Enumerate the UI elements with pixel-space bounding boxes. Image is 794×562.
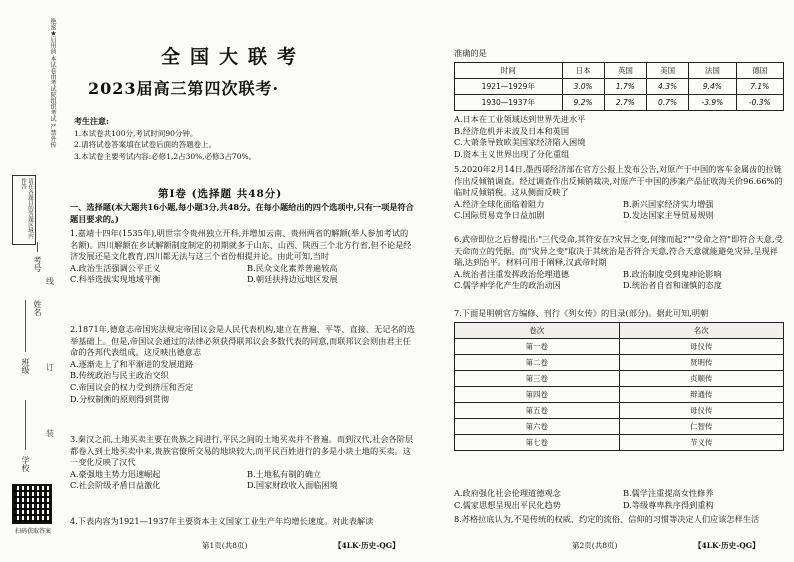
- page-number: 第2页(共8页): [572, 541, 618, 550]
- option-b[interactable]: B.土地私有制的确立: [247, 468, 322, 479]
- question-4-options: [454, 114, 784, 160]
- option-d[interactable]: D.国家财政收入面临困境: [247, 480, 338, 491]
- option-c[interactable]: C.国际贸易竞争日益加剧: [454, 210, 545, 221]
- question-stem: 5.2020年2月14日,墨西哥经济部在官方公报上发布公告,对原产于中国的客车金属齿的拉链作出反倾销调查。经过调查作出反倾销裁决,对原产于中国的涉案产品征收海关价96.66%的临时反倾销税。这从侧面反映了: [454, 164, 783, 198]
- table-cell: 9.4%: [689, 79, 736, 95]
- option-c[interactable]: C.儒学神学化产生的政治动因: [454, 280, 561, 291]
- field-number-line: [37, 242, 38, 252]
- question-stem: 6.武帝即位之后曾提出:"三代受命,其符安在?灾异之变,何缘而起?""受命之符"即符合天意,受天命而立的凭据。而"灾异之变"取决于其统治是否符合天意,符合天意就能避免灾异,呈现祥瑞,达到治平。材料可用于阐释,汉武帝时期: [454, 234, 783, 268]
- table-row: [455, 355, 784, 371]
- qr-label: 扫码获取答案: [14, 528, 51, 535]
- table-cell: 9.2%: [562, 95, 604, 111]
- table-cell: 第七卷: [455, 435, 620, 451]
- question-options: [70, 263, 416, 286]
- option-a[interactable]: A.经济全球化面临着阻力: [454, 198, 545, 209]
- table-row: [455, 79, 784, 95]
- table-cell: 1921—1929年: [455, 79, 563, 95]
- table-cell: 4.3%: [646, 79, 688, 95]
- field-name-label: 姓名: [33, 300, 42, 316]
- table-cell: -0.3%: [736, 95, 783, 111]
- option-c[interactable]: C.社会阶级矛盾日益激化: [70, 480, 161, 491]
- question-2: [70, 324, 416, 405]
- table-header-row: [455, 63, 784, 79]
- table-cell: 第二卷: [455, 355, 620, 371]
- table-header-cell: 时间: [455, 63, 563, 79]
- table-cell: 贤明传: [619, 355, 784, 371]
- question-4-stem: 4.下表内容为1921—1937年主要资本主义国家工业生产年均增长速度。对此表解读: [70, 516, 374, 526]
- table-header-row: [455, 323, 784, 339]
- option-d[interactable]: D.资本主义世界出现了分化重组: [454, 148, 570, 159]
- option-c[interactable]: C.大萧条导致欧美国家经济陷入困境: [454, 137, 586, 148]
- question-3: [70, 434, 416, 492]
- table-cell: 母仪传: [619, 339, 784, 355]
- section-title: 第Ⅰ卷 (选择题 共48分): [158, 188, 283, 200]
- table-cell: 第六卷: [455, 419, 620, 435]
- strip-warning: 绝密★启用前 本试卷由考试院组织考试 严禁外传: [49, 18, 56, 148]
- note-item: 1.本试卷共100分,考试时间90分钟。: [74, 128, 198, 138]
- question-6: [454, 234, 784, 292]
- table-header-cell: 法国: [689, 63, 736, 79]
- question-1: [70, 228, 416, 286]
- option-b[interactable]: B.新兴国家经济实力增强: [623, 198, 714, 209]
- table-cell: 节义传: [619, 435, 784, 451]
- table-row: [455, 419, 784, 435]
- question-stem: 2.1871年,德意志帝国宪法规定帝国议会是人民代表机构,建立在普遍、平等、直接、无记名的选举基础上。但是,帝国议会通过的法律必须获得联邦议会多数代表的同意,而联邦议会则由君主任命的各邦代表组成。这反映出德意志: [70, 324, 415, 358]
- table-cell: -3.9%: [689, 95, 736, 111]
- table-cell: 贞顺传: [619, 371, 784, 387]
- question-options: [454, 269, 784, 292]
- notes-heading: 考生注意:: [74, 116, 109, 126]
- exam-title: 2023届高三第四次联考·: [88, 79, 280, 98]
- growth-rate-table: [454, 62, 784, 111]
- table-cell: 母仪传: [619, 403, 784, 419]
- table-cell: 2.7%: [604, 95, 646, 111]
- table-cell: 3.0%: [562, 79, 604, 95]
- option-d[interactable]: D.分权制衡的原则得到贯彻: [70, 393, 169, 404]
- option-d[interactable]: D.朝廷扶持边远地区发展: [247, 274, 338, 285]
- biography-table: [454, 322, 784, 451]
- option-a[interactable]: A.豪强地主势力迅速崛起: [70, 468, 161, 479]
- table-row: [455, 95, 784, 111]
- table-header-cell: 德国: [736, 63, 783, 79]
- note-item: 2.请将试卷答案填在试卷后面的答题卷上。: [74, 140, 217, 149]
- field-number-label: 考号: [33, 256, 42, 272]
- question-4-continued: 准确的是: [454, 48, 487, 58]
- option-b[interactable]: B.经济危机并未波及日本和英国: [454, 125, 570, 136]
- option-b[interactable]: B.民众文化素养普遍较高: [247, 262, 338, 273]
- table-cell: 辩通传: [619, 387, 784, 403]
- option-b[interactable]: B.儒学注重提高女性修养: [623, 488, 714, 498]
- table-row: [455, 387, 784, 403]
- strip-notice: 请在各题目的答题区域内作答: [12, 175, 36, 245]
- option-a[interactable]: A.政府强化社会伦理道德观念: [454, 488, 561, 498]
- binding-strip: [0, 0, 62, 562]
- table-cell: 1930—1937年: [455, 95, 563, 111]
- option-c[interactable]: C.帝国议会的权力受到挤压和否定: [70, 381, 194, 392]
- page-number: 第1页(共8页): [202, 541, 248, 550]
- exam-code: 【4LK·历史-QG】: [694, 541, 760, 550]
- option-d[interactable]: D.等级尊卑秩序得到重构: [623, 499, 714, 510]
- field-school-label: 学校: [21, 456, 30, 472]
- question-stem: 3.秦汉之前,土地买卖主要在贵族之间进行,平民之间的土地买卖并不普遍。而到汉代,社会各阶层都卷入到土地买卖中来,贵族官僚所交易的地块较大,而平民百姓进行的多是小块土地的买卖。这一变化反映了汉代: [70, 434, 414, 468]
- table-header-cell: 日本: [562, 63, 604, 79]
- table-cell: 0.7%: [646, 95, 688, 111]
- question-options: [70, 469, 416, 492]
- option-a[interactable]: A.逐渐走上了和平渐进的发展道路: [70, 358, 194, 369]
- option-d[interactable]: D.统治者自省和谨慎的态度: [623, 280, 722, 291]
- table-cell: 仁智传: [619, 419, 784, 435]
- question-5: [454, 164, 784, 222]
- table-row: [455, 339, 784, 355]
- field-school-line: [25, 400, 26, 450]
- cut-mark-order: 订: [46, 363, 54, 372]
- table-cell: 第一卷: [455, 339, 620, 355]
- option-a[interactable]: A.日本在工业领域达到世界先进水平: [454, 114, 586, 124]
- table-cell: 第五卷: [455, 403, 620, 419]
- table-cell: 第四卷: [455, 387, 620, 403]
- qr-code[interactable]: [12, 484, 52, 524]
- option-b[interactable]: B.政治制度受到鬼神论影响: [623, 268, 722, 279]
- table-row: [455, 435, 784, 451]
- page-1: [66, 0, 426, 562]
- table-cell: 第三卷: [455, 371, 620, 387]
- table-header-cell: 名次: [619, 323, 784, 339]
- note-item: 3.本试卷主要考试内容:必修1,2占30%,必修3占70%。: [74, 151, 257, 161]
- option-d[interactable]: D.发达国家主导贸易规则: [623, 210, 714, 221]
- question-options: [454, 199, 784, 222]
- question-options: [70, 359, 416, 405]
- field-class-label: 班级: [21, 358, 30, 374]
- option-b[interactable]: B.传统政治与民主政治交织: [70, 370, 169, 381]
- question-8-stem: 8.苏格拉底认为,不是传统的权威、约定的流俗、信仰的习惯等决定人们应该怎样生活: [454, 514, 760, 524]
- option-a[interactable]: A.政治生活强调公平正义: [70, 262, 161, 273]
- brand-title: 全国大联考: [161, 46, 307, 68]
- table-row: [455, 403, 784, 419]
- question-7-options: [454, 488, 784, 511]
- field-class-line: [25, 300, 26, 352]
- exam-notes: [74, 116, 404, 162]
- table-header-cell: 美国: [646, 63, 688, 79]
- question-stem: 1.嘉靖十四年(1535年),明世宗令贵州独立开科,并增加云南、贵州两省的解额(举人参加考试的名额)。四川解额在乡试解额制度制定的初期就多于山东、山西、陕西三个北方行省,但不论是经济发展还是文化教育,四川都无法与这三个省份相提并论。由此可知,当时: [70, 228, 412, 262]
- table-header-cell: 卷次: [455, 323, 620, 339]
- page-2: [432, 0, 792, 562]
- exam-code: 【4LK·历史-QG】: [334, 541, 400, 550]
- option-c[interactable]: C.科举选拔实现地域平衡: [70, 274, 161, 285]
- cut-mark-bind: 装: [46, 429, 54, 438]
- option-a[interactable]: A.统治者注重发挥政治伦理道德: [454, 268, 569, 279]
- table-header-cell: 英国: [604, 63, 646, 79]
- table-cell: 1.7%: [604, 79, 646, 95]
- table-cell: 7.1%: [736, 79, 783, 95]
- cut-mark-line: 线: [46, 277, 54, 286]
- section-intro: 一、选择题(本大题共16小题,每小题3分,共48分。在每小题给出的四个选项中,只有一项是符合题目要求的。): [70, 202, 414, 224]
- question-7-stem: 7.下面是明朝官方编修、刊行《列女传》的目录(部分)。据此可知,明朝: [454, 308, 709, 318]
- option-c[interactable]: C.儒家思想呈现出平民化趋势: [454, 499, 561, 510]
- table-row: [455, 371, 784, 387]
